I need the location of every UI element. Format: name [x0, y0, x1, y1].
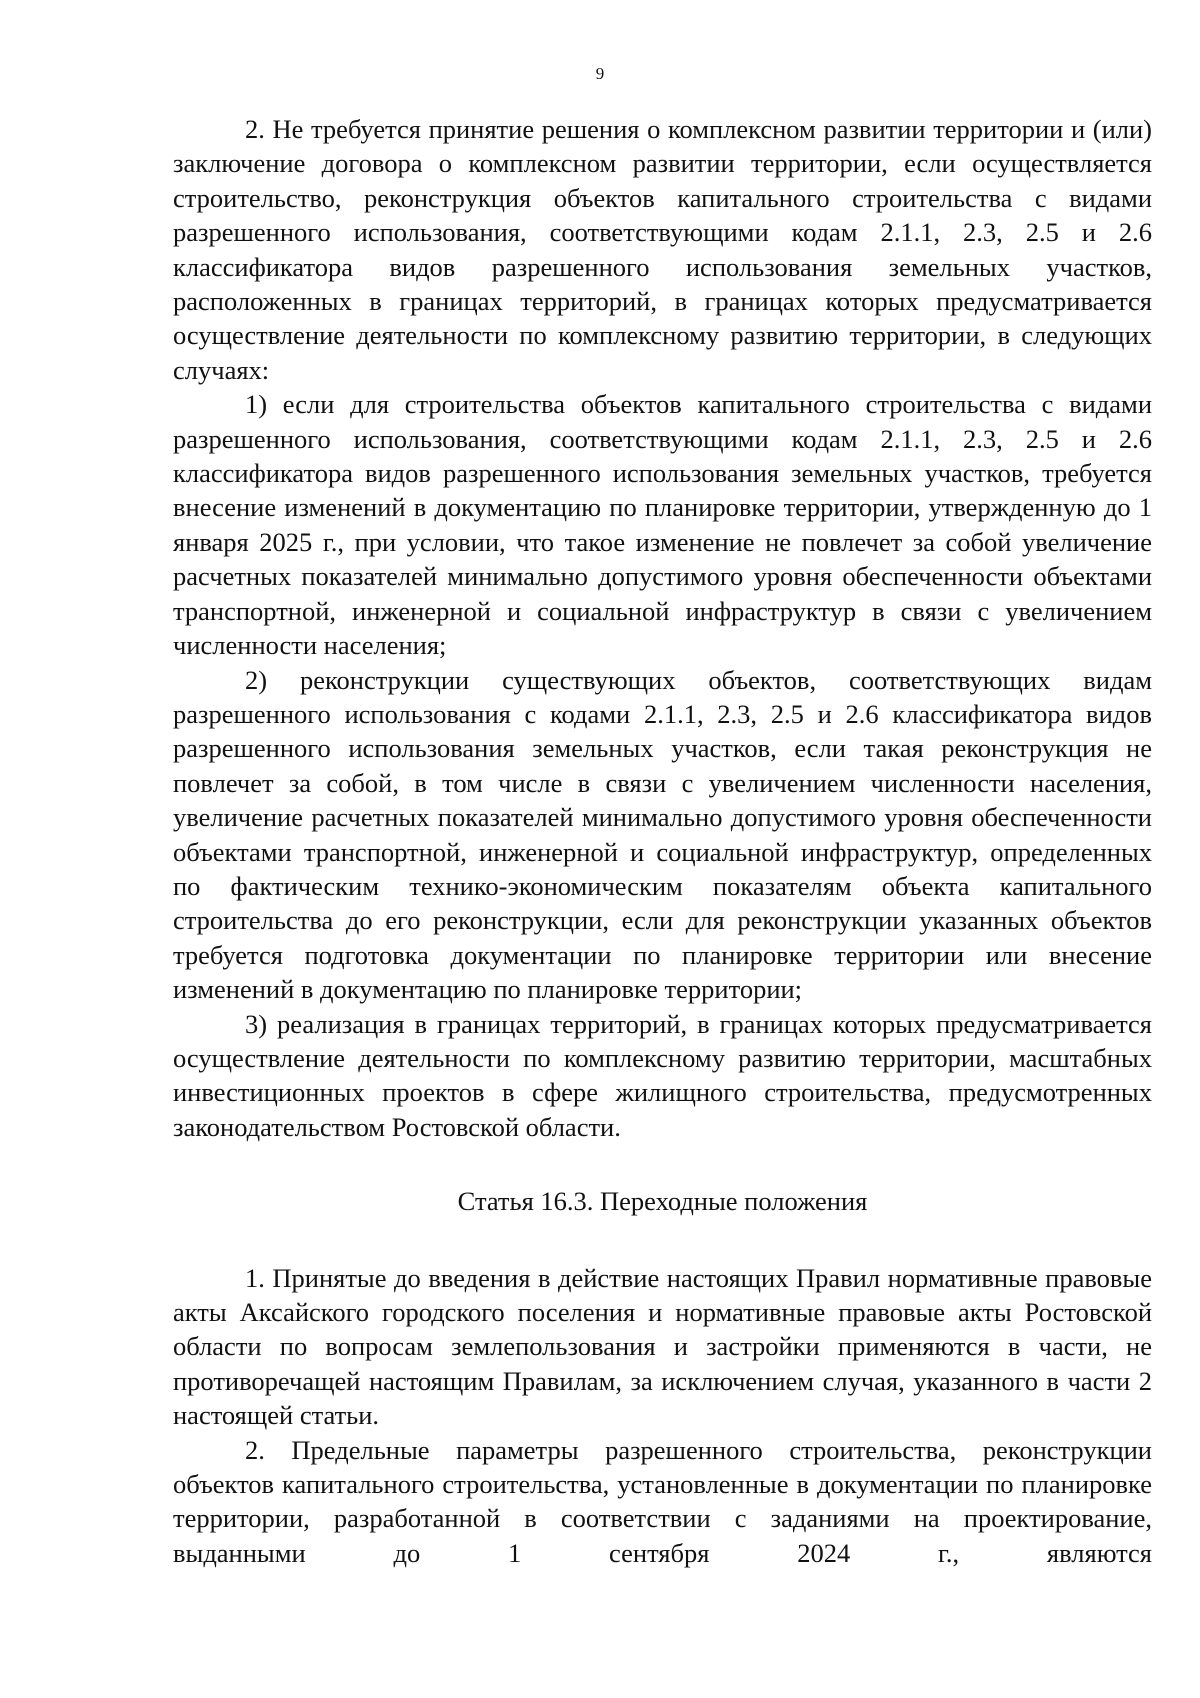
- paragraph-1-transitional: 1. Принятые до введения в действие настоящих Правил нормативные правовые акты Аксайского городского поселения и нормативные правовые акты Ростовской области по вопросам землепользования и застройки применяются в части, не противоречащей настоящим Правилам, за исключением случая, указанного в части 2 настоящей статьи.: [173, 1262, 1152, 1431]
- document-body: [173, 112, 1152, 1570]
- article-heading: Статья 16.3. Переходные положения: [457, 1186, 868, 1217]
- list-item-1: 1) если для строительства объектов капитального строительства с видами разрешенного использования, соответствующими кодам 2.1.1, 2.3, 2.5 и 2.6 классификатора видов разрешенного использования земельных участков, требуется внесение изменений в документацию по планировке территории, утвержденную до 1 января 2025 г., при условии, что такое изменение не повлечет за собой увеличение расчетных показателей минимально допустимого уровня обеспеченности объектами транспортной, инженерной и социальной инфраструктур в связи с увеличением численности населения;: [173, 389, 1152, 661]
- paragraph-2-no-decision-required: 2. Не требуется принятие решения о комплексном развитии территории и (или) заключение договора о комплексном развитии территории, если осуществляется строительство, реконструкция объектов капитального строительства с видами разрешенного использования, соответствующими кодам 2.1.1, 2.3, 2.5 и 2.6 классификатора видов разрешенного использования земельных участков, расположенных в границах территорий, в границах которых предусматривается осуществление деятельности по комплексному развитию территории, в следующих случаях:: [173, 114, 1152, 385]
- paragraph-2-transitional: 2. Предельные параметры разрешенного строительства, реконструкции объектов капитального строительства, установленные в документации по планировке территории, разработанной в соответствии с заданиями на проектирование, выданными до 1 сентября 2024 г., являются: [173, 1434, 1152, 1568]
- list-item-2: 2) реконструкции существующих объектов, соответствующих видам разрешенного использования с кодами 2.1.1, 2.3, 2.5 и 2.6 классификатора видов разрешенного использования земельных участков, если такая реконструкция не повлечет за собой, в том числе в связи с увеличением численности населения, увеличение расчетных показателей минимально допустимого уровня обеспеченности объектами транспортной, инженерной и социальной инфраструктур, определенных по фактическим технико-экономическим показателям объекта капитального строительства до его реконструкции, если для реконструкции указанных объектов требуется подготовка документации по планировке территории или внесение изменений в документацию по планировке территории;: [173, 664, 1152, 1005]
- page-number: 9: [595, 64, 605, 83]
- list-item-3: 3) реализация в границах территорий, в границах которых предусматривается осуществление деятельности по комплексному развитию территории, масштабных инвестиционных проектов в сфере жилищного строительства, предусмотренных законодательством Ростовской области.: [173, 1008, 1152, 1142]
